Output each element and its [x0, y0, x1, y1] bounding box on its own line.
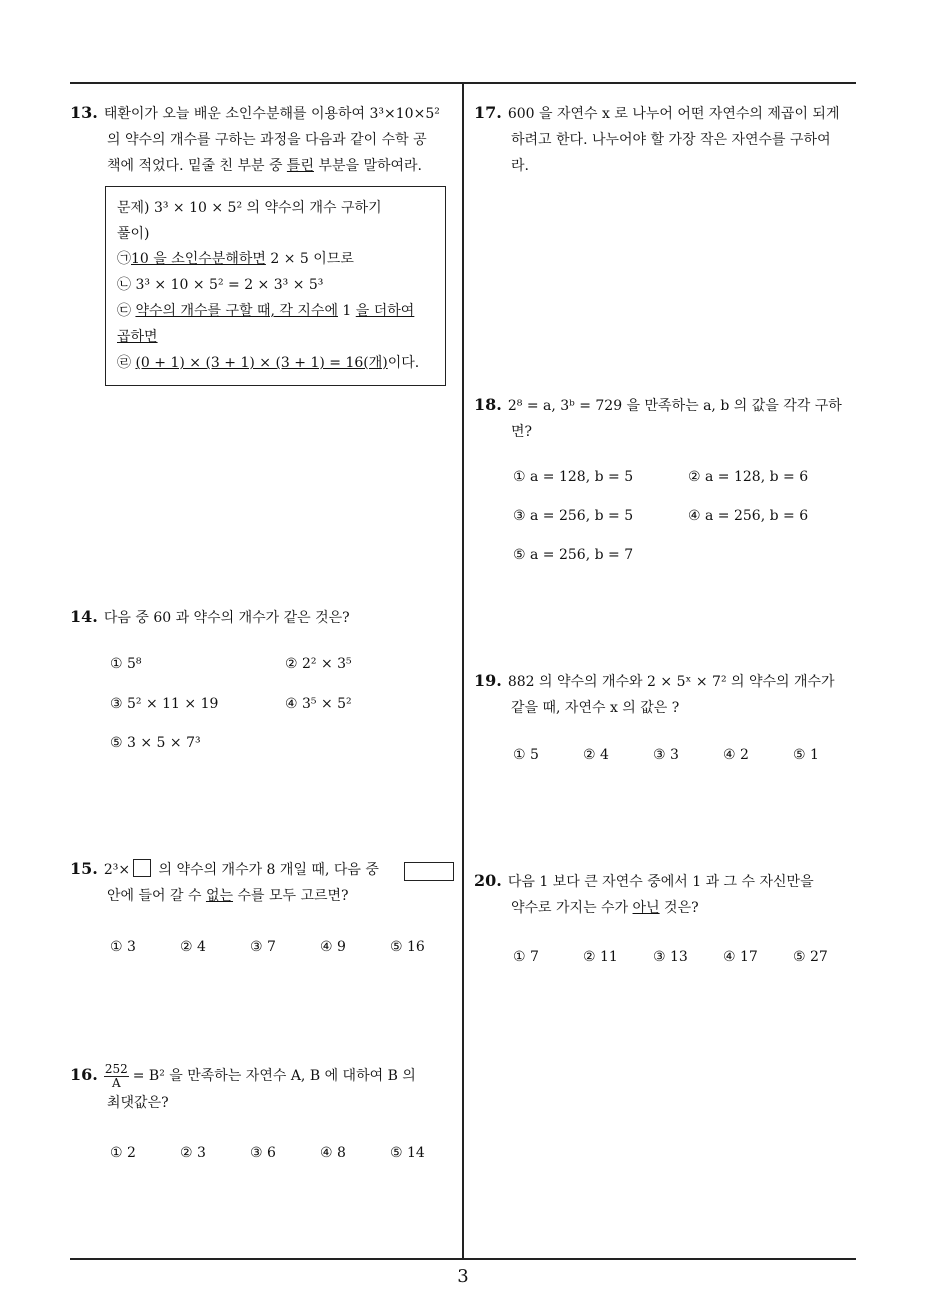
option[interactable]: ③ 5² × 11 × 19	[110, 696, 219, 712]
box-step-2: ㉡ 3³ × 10 × 5² = 2 × 3³ × 5³	[117, 277, 324, 293]
question-15	[70, 856, 460, 909]
option[interactable]: ⑤ 14	[390, 1145, 425, 1161]
question-number: 15.	[70, 859, 98, 878]
question-text: 태환이가 오늘 배운 소인수분해를 이용하여 3³×10×5²	[103, 106, 440, 122]
option[interactable]: ① 5	[513, 747, 539, 763]
option[interactable]: ⑤ a = 256, b = 7	[513, 547, 634, 563]
option[interactable]: ⑤ 27	[793, 949, 828, 965]
question-text: 라.	[511, 158, 529, 174]
option[interactable]: ④ 17	[723, 949, 758, 965]
bottom-rule	[70, 1258, 856, 1260]
option[interactable]: ③ 13	[653, 949, 688, 965]
answer-square	[133, 859, 151, 877]
option[interactable]: ① 5⁸	[110, 656, 142, 672]
question-text: 하려고 한다. 나누어야 할 가장 작은 자연수를 구하여	[511, 132, 831, 148]
option[interactable]: ⑤ 3 × 5 × 7³	[110, 735, 201, 751]
option[interactable]: ④ 3⁵ × 5²	[285, 696, 352, 712]
question-14	[70, 604, 460, 631]
question-text: 같을 때, 자연수 x 의 값은 ?	[511, 700, 680, 716]
option[interactable]: ④ a = 256, b = 6	[688, 508, 809, 524]
question-number: 13.	[70, 103, 98, 122]
answer-blank-box	[404, 862, 454, 881]
question-text: 안에 들어 갈 수 없는 수를 모두 고르면?	[107, 888, 349, 904]
question-number: 19.	[474, 671, 502, 690]
question-number: 18.	[474, 395, 502, 414]
option[interactable]: ④ 9	[320, 939, 346, 955]
question-text: 최댓값은?	[107, 1094, 169, 1111]
option[interactable]: ② 11	[583, 949, 618, 965]
option[interactable]: ② 2² × 3⁵	[285, 656, 352, 672]
question-16	[70, 1062, 460, 1116]
question-13	[70, 100, 460, 179]
column-divider	[462, 82, 464, 1258]
question-text: 면?	[511, 424, 533, 440]
option[interactable]: ① 2	[110, 1145, 136, 1161]
option[interactable]: ① 7	[513, 949, 539, 965]
option[interactable]: ⑤ 1	[793, 747, 819, 763]
question-20	[474, 868, 860, 921]
option[interactable]: ④ 2	[723, 747, 749, 763]
question-text: 약수로 가지는 수가 아닌 것은?	[511, 900, 699, 916]
box-problem: 문제) 3³ × 10 × 5² 의 약수의 개수 구하기	[117, 200, 382, 216]
option[interactable]: ④ 8	[320, 1145, 346, 1161]
solution-box	[105, 186, 446, 386]
question-text: 다음 1 보다 큰 자연수 중에서 1 과 그 수 자신만을	[507, 874, 814, 890]
box-step-3: ㉢ 약수의 개수를 구할 때, 각 지수에 1 을 더하여	[117, 303, 415, 319]
question-text: 882 의 약수의 개수와 2 × 5ˣ × 7² 의 약수의 개수가	[507, 674, 835, 690]
question-number: 14.	[70, 607, 98, 626]
box-step-3-cont: 곱하면	[117, 329, 158, 345]
question-text: 책에 적었다. 밑줄 친 부분 중 틀린 부분을 말하여라.	[107, 158, 423, 174]
question-text: 다음 중 60 과 약수의 개수가 같은 것은?	[103, 610, 350, 626]
option[interactable]: ③ a = 256, b = 5	[513, 508, 634, 524]
question-text: 의 약수의 개수가 8 개일 때, 다음 중	[154, 862, 379, 878]
option[interactable]: ⑤ 16	[390, 939, 425, 955]
option[interactable]: ② 3	[180, 1145, 206, 1161]
question-number: 20.	[474, 871, 502, 890]
fraction: $\frac{252}{A}$	[104, 1061, 128, 1090]
question-number: 17.	[474, 103, 502, 122]
option[interactable]: ③ 3	[653, 747, 679, 763]
question-17	[474, 100, 860, 179]
option[interactable]: ③ 7	[250, 939, 276, 955]
box-step-1: ㉠10 을 소인수분해하면 2 × 5 이므로	[117, 251, 354, 267]
question-text: = B² 을 만족하는 자연수 A, B 에 대하여 B 의	[132, 1068, 416, 1084]
option[interactable]: ① 3	[110, 939, 136, 955]
option[interactable]: ② 4	[583, 747, 609, 763]
page-number: 3	[457, 1266, 469, 1287]
question-number: 16.	[70, 1065, 98, 1084]
question-19	[474, 668, 860, 721]
question-text: 2³×	[103, 862, 131, 878]
option[interactable]: ① a = 128, b = 5	[513, 469, 634, 485]
question-text: 600 을 자연수 x 로 나누어 어떤 자연수의 제곱이 되게	[507, 106, 840, 122]
option[interactable]: ③ 6	[250, 1145, 276, 1161]
question-text: 2⁸ = a, 3ᵇ = 729 을 만족하는 a, b 의 값을 각각 구하	[507, 398, 842, 414]
question-text: 의 약수의 개수를 구하는 과정을 다음과 같이 수학 공	[107, 132, 427, 148]
box-step-4: ㉣ (0 + 1) × (3 + 1) × (3 + 1) = 16(개)이다.	[117, 355, 420, 371]
option[interactable]: ② 4	[180, 939, 206, 955]
question-18	[474, 392, 860, 445]
box-solution-label: 풀이)	[117, 226, 150, 242]
option[interactable]: ② a = 128, b = 6	[688, 469, 809, 485]
